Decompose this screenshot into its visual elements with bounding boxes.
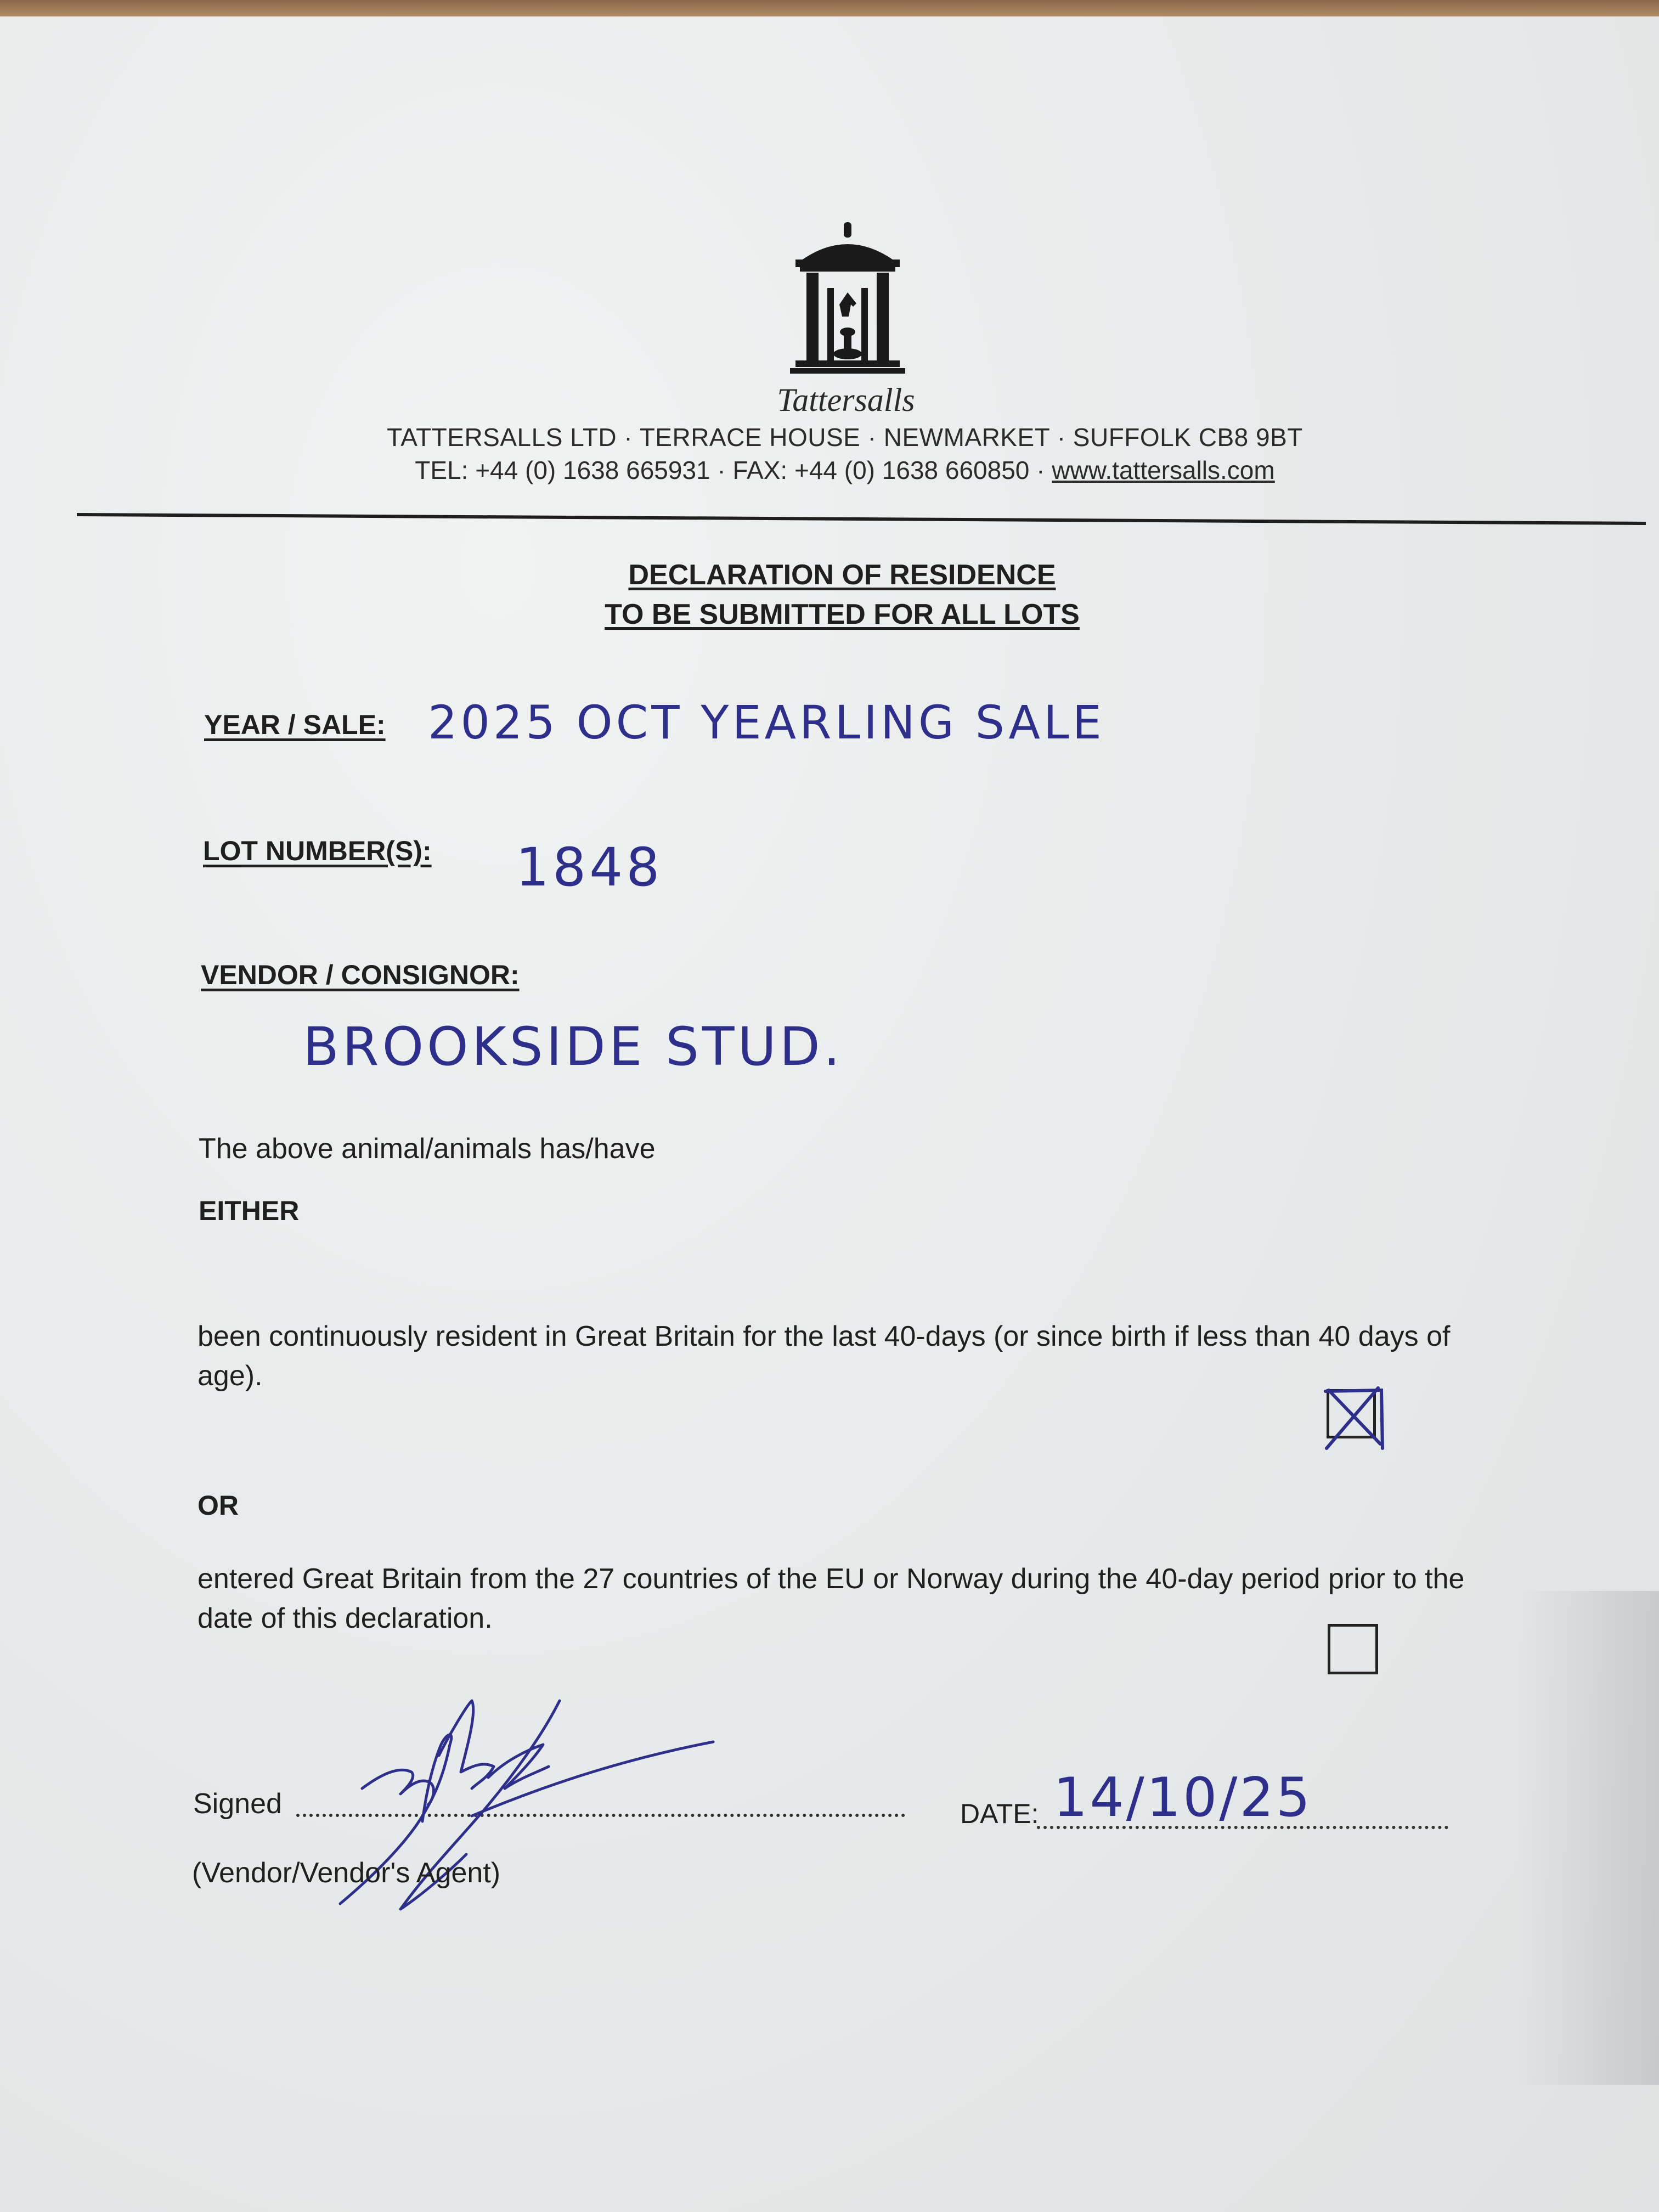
or-label: OR [198, 1490, 239, 1521]
lot-number-value[interactable]: 1848 [516, 837, 663, 898]
option-resident-checkbox[interactable] [1327, 1389, 1376, 1438]
check-x-mark-icon [1321, 1384, 1387, 1455]
form-title-line2: TO BE SUBMITTED FOR ALL LOTS [605, 599, 1080, 630]
date-label: DATE: [960, 1798, 1039, 1829]
year-sale-value[interactable]: 2025 OCT YEARLING SALE [428, 696, 1105, 749]
brand-wordmark: Tattersalls [777, 382, 915, 418]
statement-intro: The above animal/animals has/have [199, 1133, 656, 1165]
signer-role-label: (Vendor/Vendor's Agent) [192, 1857, 501, 1889]
either-label: EITHER [199, 1195, 300, 1226]
form-title-line1: DECLARATION OF RESIDENCE [628, 559, 1056, 591]
year-sale-label: YEAR / SALE: [204, 709, 386, 740]
vendor-value[interactable]: BROOKSIDE STUD. [303, 1016, 844, 1077]
option-resident-text: been continuously resident in Great Britain for the last 40-days (or since birth if less than 40 days of age). [198, 1321, 1451, 1392]
date-value[interactable]: 14/10/25 [1053, 1767, 1313, 1829]
website-link[interactable]: www.tattersalls.com [1052, 456, 1275, 484]
signed-label: Signed [193, 1788, 282, 1820]
paper-shadow [1516, 1591, 1659, 2085]
tattersalls-rotunda-logo [779, 222, 916, 381]
contact-numbers: TEL: +44 (0) 1638 665931 · FAX: +44 (0) 1638 660850 · [415, 456, 1052, 484]
lot-number-label: LOT NUMBER(S): [203, 836, 432, 866]
form-title [549, 555, 1136, 634]
vendor-label: VENDOR / CONSIGNOR: [201, 960, 520, 990]
option-eu-text: entered Great Britain from the 27 countries of the EU or Norway during the 40-day period prior to the date of this declaration. [198, 1563, 1465, 1634]
company-address: TATTERSALLS LTD · TERRACE HOUSE · NEWMARKET · SUFFOLK CB8 9BT [387, 423, 1303, 452]
company-contact [329, 455, 1361, 485]
option-eu-checkbox[interactable] [1328, 1624, 1378, 1674]
